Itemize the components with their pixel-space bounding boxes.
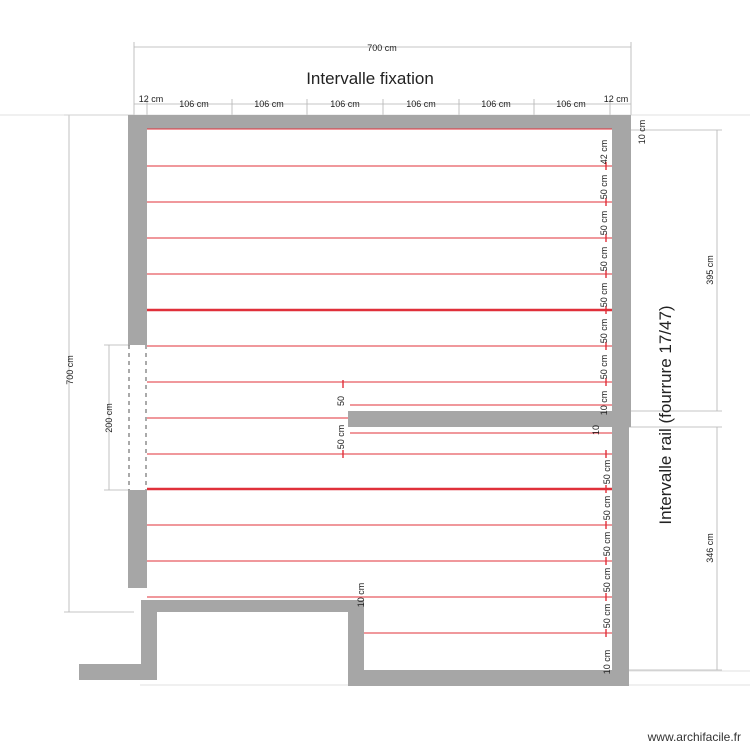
top-dimension-segments [134, 94, 631, 115]
wall-left-upper [128, 115, 147, 345]
wall-left-lower [128, 490, 147, 588]
spacing-label: 50 cm [602, 459, 612, 485]
spacing-label: 10 cm [602, 649, 612, 675]
top-seg-label: 106 cm [254, 99, 284, 109]
rails [147, 129, 612, 633]
top-seg-label: 106 cm [330, 99, 360, 109]
spacing-label: 42 cm [599, 139, 609, 165]
wall-step-horizontal [79, 664, 157, 680]
spacing-label: 50 cm [599, 282, 609, 308]
wall-right-upper [612, 115, 631, 411]
left-dimension-total [64, 115, 134, 612]
top-seg-label: 106 cm [556, 99, 586, 109]
spacing-label: 50 cm [602, 567, 612, 593]
spacing-label: 50 cm [599, 318, 609, 344]
wall-thickness-label: 10 [591, 424, 601, 436]
wall-inner-horizontal [143, 600, 364, 612]
spacing-label: 10 cm [599, 390, 609, 416]
right-upper-label: 395 cm [705, 255, 715, 285]
door-dimension-label: 200 cm [104, 403, 114, 433]
wall-thickness-label: 10 cm [637, 119, 647, 145]
top-seg-label: 12 cm [138, 94, 164, 104]
watermark: www.archifacile.fr [647, 730, 741, 744]
spacing-label: 50 cm [599, 174, 609, 200]
top-seg-label: 106 cm [481, 99, 511, 109]
spacing-labels-lower [602, 460, 612, 675]
plan-title: Intervalle fixation [306, 69, 434, 88]
spacing-markers [343, 162, 606, 637]
left-dimension-door [104, 345, 130, 490]
spacing-label: 50 cm [599, 210, 609, 236]
spacing-label: 50 cm [336, 424, 346, 450]
side-title: Intervalle rail (fourrure 17/47) [656, 305, 675, 525]
top-seg-label: 106 cm [406, 99, 436, 109]
spacing-label: 50 cm [602, 495, 612, 521]
wall-right-lower [612, 427, 629, 686]
spacing-label: 50 cm [599, 246, 609, 272]
top-seg-label: 12 cm [603, 94, 629, 104]
wall-top [134, 115, 631, 129]
wall-bottom [348, 670, 629, 686]
walls [79, 115, 631, 686]
left-total-label: 700 cm [65, 355, 75, 385]
top-seg-label: 106 cm [179, 99, 209, 109]
spacing-label: 50 cm [599, 354, 609, 380]
spacing-labels-upper [599, 140, 609, 416]
wall-inner-vertical [348, 600, 364, 686]
wall-middle [348, 411, 631, 427]
spacing-label: 50 [336, 395, 346, 407]
spacing-label: 50 cm [602, 531, 612, 557]
door-opening [129, 345, 146, 490]
right-lower-label: 346 cm [705, 533, 715, 563]
top-total-label: 700 cm [367, 43, 397, 53]
construction-lines [0, 115, 750, 685]
wall-thickness-label: 10 cm [356, 582, 366, 608]
spacing-label: 50 cm [602, 603, 612, 629]
